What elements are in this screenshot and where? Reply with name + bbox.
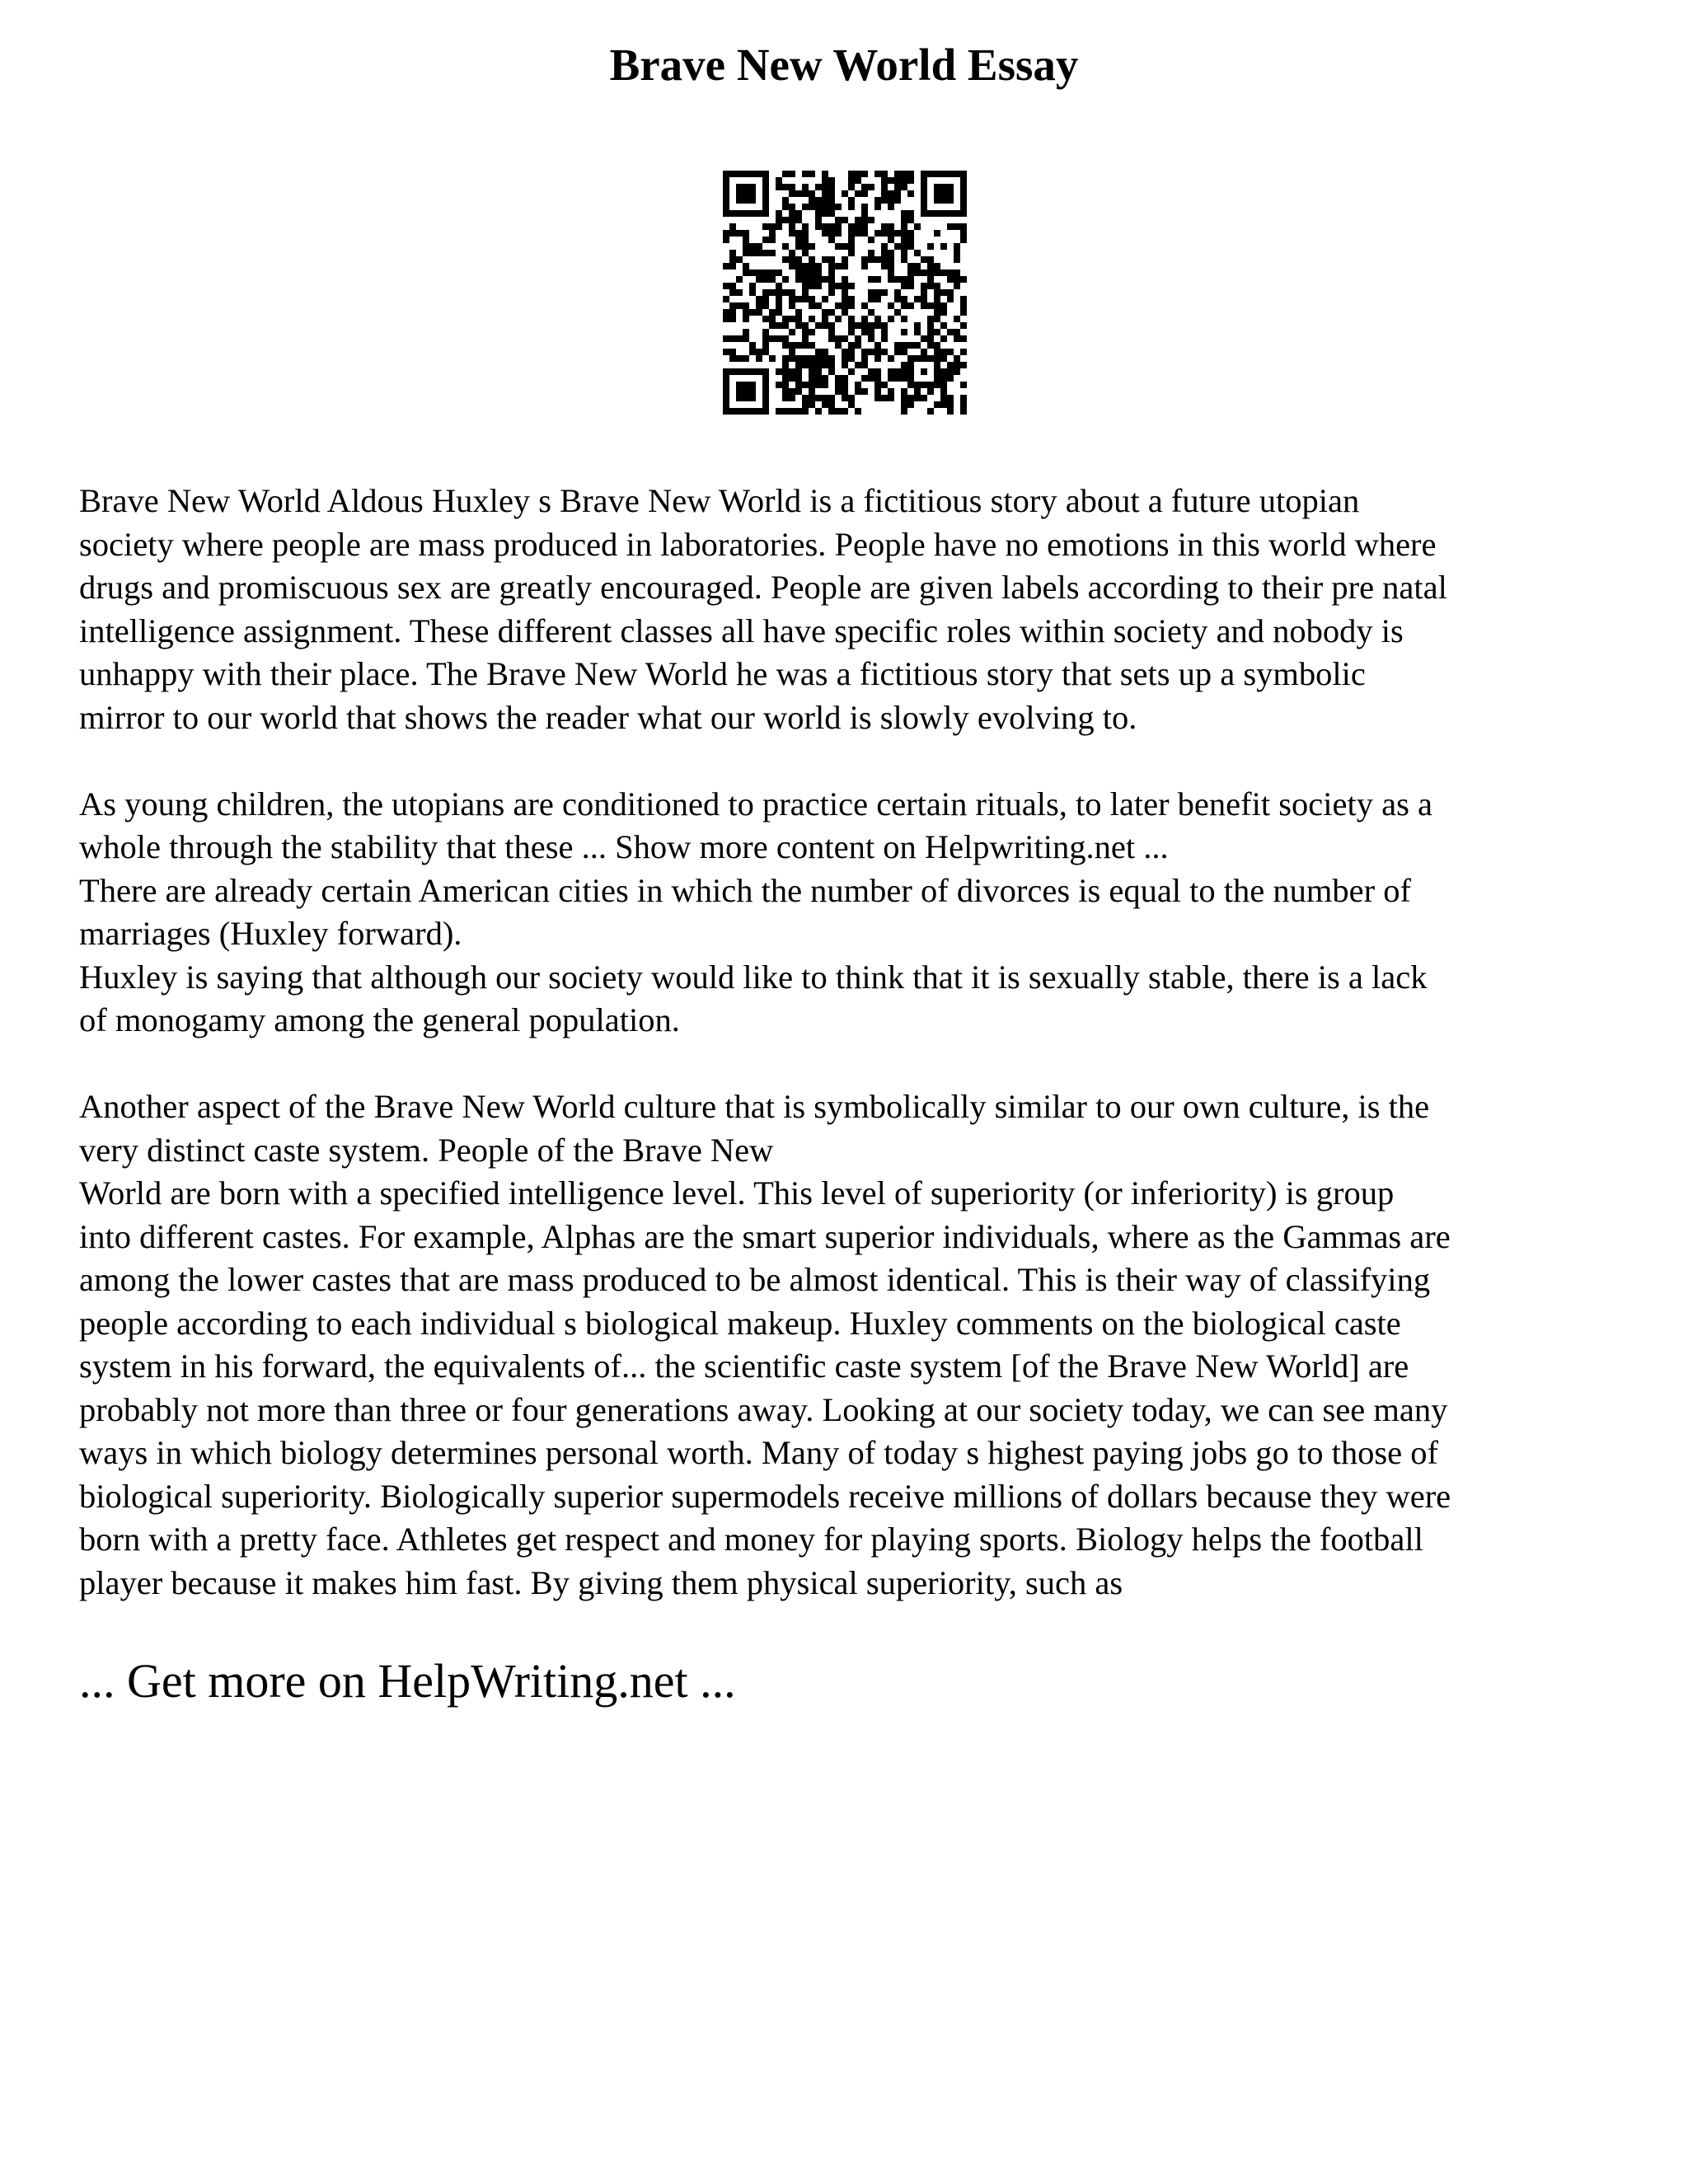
paragraph-2 <box>79 783 1629 1043</box>
get-more-link[interactable]: ... Get more on HelpWriting.net ... <box>79 1654 736 1708</box>
text-line: system in his forward, the equivalents of... the scientific caste system [of the Brave New World] are <box>79 1347 1409 1385</box>
document-title: Brave New World Essay <box>609 40 1079 90</box>
paragraph-3 <box>79 1085 1629 1605</box>
text-line: people according to each individual s biological makeup. Huxley comments on the biological caste <box>79 1304 1401 1342</box>
paragraph-1 <box>79 480 1629 739</box>
text-line: very distinct caste system. People of the Brave New <box>79 1131 774 1169</box>
text-line: intelligence assignment. These different classes all have specific roles within society and nobody is <box>79 612 1404 649</box>
text-line: probably not more than three or four generations away. Looking at our society today, we can see many <box>79 1390 1448 1428</box>
essay-body <box>79 480 1629 1605</box>
text-line: society where people are mass produced in laboratories. People have no emotions in this world where <box>79 525 1437 563</box>
paragraph-spacer <box>79 1043 1629 1086</box>
text-line: Huxley is saying that although our society would like to think that it is sexually stable, there is a lack <box>79 958 1428 996</box>
text-line: ways in which biology determines personal worth. Many of today s highest paying jobs go to those of <box>79 1434 1439 1471</box>
text-line: mirror to our world that shows the reader what our world is slowly evolving to. <box>79 698 1137 736</box>
qr-code-icon <box>723 171 967 415</box>
text-line: World are born with a specified intelligence level. This level of superiority (or inferiority) is group <box>79 1174 1395 1212</box>
text-line: There are already certain American cities in which the number of divorces is equal to the number of <box>79 871 1411 909</box>
text-line: Another aspect of the Brave New World culture that is symbolically similar to our own culture, is the <box>79 1088 1430 1125</box>
paragraph-spacer <box>79 739 1629 783</box>
text-line: of monogamy among the general population. <box>79 1001 680 1038</box>
text-line: unhappy with their place. The Brave New World he was a fictitious story that sets up a symbolic <box>79 655 1366 692</box>
text-line: player because it makes him fast. By giving them physical superiority, such as <box>79 1563 1123 1601</box>
text-line: Brave New World Aldous Huxley s Brave New World is a fictitious story about a future utopian <box>79 482 1360 519</box>
text-line: marriages (Huxley forward). <box>79 915 462 952</box>
text-line: As young children, the utopians are conditioned to practice certain rituals, to later benefit society as a <box>79 785 1432 823</box>
text-line: born with a pretty face. Athletes get respect and money for playing sports. Biology helps the football <box>79 1521 1423 1558</box>
text-line: into different castes. For example, Alphas are the smart superior individuals, where as the Gammas are <box>79 1217 1451 1255</box>
text-line: among the lower castes that are mass produced to be almost identical. This is their way of classifying <box>79 1261 1431 1298</box>
text-line: biological superiority. Biologically superior supermodels receive millions of dollars because they were <box>79 1477 1451 1515</box>
text-line: whole through the stability that these ... Show more content on Helpwriting.net ... <box>79 828 1169 865</box>
text-line: drugs and promiscuous sex are greatly encouraged. People are given labels according to their pre natal <box>79 569 1447 606</box>
